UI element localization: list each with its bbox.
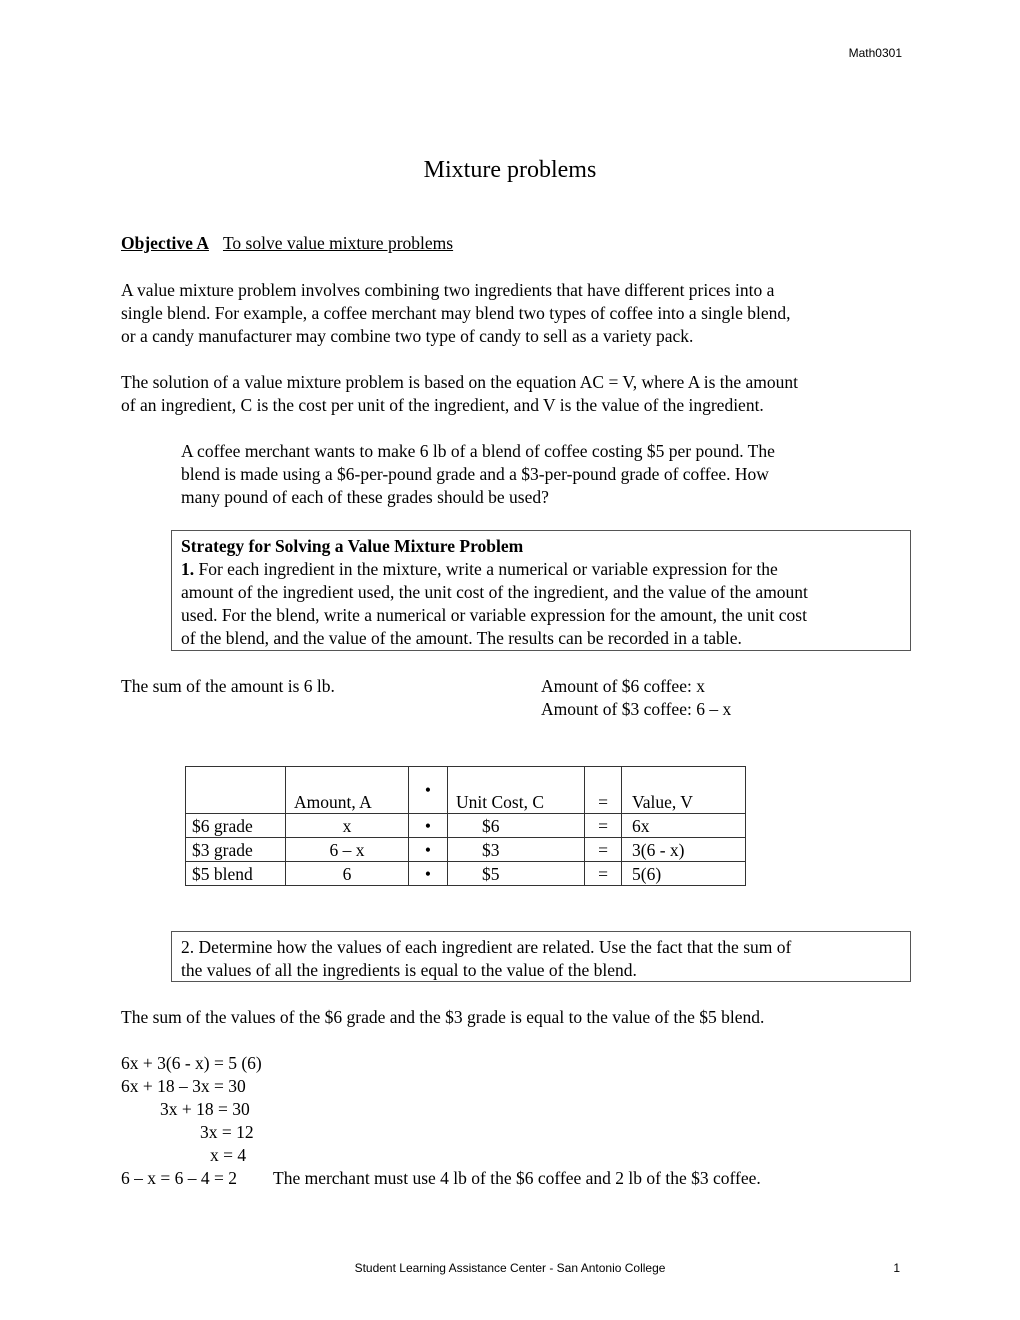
table-cell: = [585,814,622,838]
table-header-row [186,767,746,814]
text-line: A value mixture problem involves combining two ingredients that have different prices into a [121,280,775,300]
strategy-text: For each ingredient in the mixture, write a numerical or variable expression for the [194,559,778,579]
step-number: 1. [181,559,195,579]
table-cell: $6 grade [186,814,286,838]
table-cell: $5 blend [186,862,286,886]
footer-text: Student Learning Assistance Center - San Antonio College [354,1261,666,1275]
table-header-cell: Unit Cost, C [448,767,585,814]
strategy-box [171,530,911,651]
table-cell: • [409,862,448,886]
table-header-cell: = [585,767,622,814]
table-header-cell: Value, V [622,767,746,814]
amounts-list [541,675,731,721]
step2-box [171,931,911,982]
table-cell: • [409,838,448,862]
values-statement: The sum of the values of the $6 grade and the $3 grade is equal to the value of the $5 blend. [121,1007,765,1027]
table-header-cell: • [409,767,448,814]
solution-step: 3x = 12 [200,1122,254,1142]
text-line: the values of all the ingredients is equal to the value of the blend. [181,960,637,980]
header-course: Math0301 [848,46,902,60]
solution-step: 6x + 3(6 - x) = 5 (6) [121,1053,262,1073]
table-cell: 6 – x [286,838,409,862]
table-cell: x [286,814,409,838]
objective-label: Objective A [121,233,209,253]
amount-item: Amount of $6 coffee: x [541,676,705,696]
intro-paragraph [121,279,911,348]
table-row [186,862,746,886]
solution-step: 6x + 18 – 3x = 30 [121,1076,246,1096]
text-line: amount of the ingredient used, the unit cost of the ingredient, and the value of the amount [181,582,808,602]
conclusion: The merchant must use 4 lb of the $6 coffee and 2 lb of the $3 coffee. [273,1168,761,1188]
text-line: A coffee merchant wants to make 6 lb of a blend of coffee costing $5 per pound. The [181,441,775,461]
table-header-cell: Amount, A [286,767,409,814]
page-number: 1 [893,1261,900,1275]
equation-paragraph [121,371,911,417]
text-line: The solution of a value mixture problem is based on the equation AC = V, where A is the amount [121,372,799,392]
solution-step: 3x + 18 = 30 [160,1099,250,1119]
strategy-heading: Strategy for Solving a Value Mixture Problem [181,536,524,556]
solution-step: x = 4 [210,1145,247,1165]
sum-statement: The sum of the amount is 6 lb. [121,676,335,696]
amount-item: Amount of $3 coffee: 6 – x [541,699,732,719]
text-line: blend is made using a $6-per-pound grade and a $3-per-pound grade of coffee. How [181,464,769,484]
table-row [186,814,746,838]
table-cell: = [585,838,622,862]
table-cell: = [585,862,622,886]
table-cell: 5(6) [622,862,746,886]
table-cell: $3 grade [186,838,286,862]
objective [121,233,453,254]
table-cell: $5 [448,862,585,886]
text-line: many pound of each of these grades should be used? [181,487,549,507]
example-problem [181,440,881,509]
text-line: of an ingredient, C is the cost per unit of the ingredient, and V is the value of the ingredient. [121,395,764,415]
text-line [181,558,901,581]
solution-step: 6 – x = 6 – 4 = 2 [121,1168,237,1188]
objective-text: To solve value mixture problems [222,233,454,253]
table-row [186,838,746,862]
table-header-cell [186,767,286,814]
text-line: of the blend, and the value of the amount. The results can be recorded in a table. [181,628,742,648]
table-cell: 6x [622,814,746,838]
page-title: Mixture problems [423,157,597,183]
mixture-table [185,766,746,886]
text-line: used. For the blend, write a numerical or variable expression for the amount, the unit cost [181,605,807,625]
table-cell: $3 [448,838,585,862]
table-cell: 3(6 - x) [622,838,746,862]
table-cell: $6 [448,814,585,838]
table-cell: 6 [286,862,409,886]
text-line: or a candy manufacturer may combine two type of candy to sell as a variety pack. [121,326,694,346]
table-cell: • [409,814,448,838]
text-line: 2. Determine how the values of each ingredient are related. Use the fact that the sum of [181,937,792,957]
text-line: single blend. For example, a coffee merchant may blend two types of coffee into a single blend, [121,303,791,323]
